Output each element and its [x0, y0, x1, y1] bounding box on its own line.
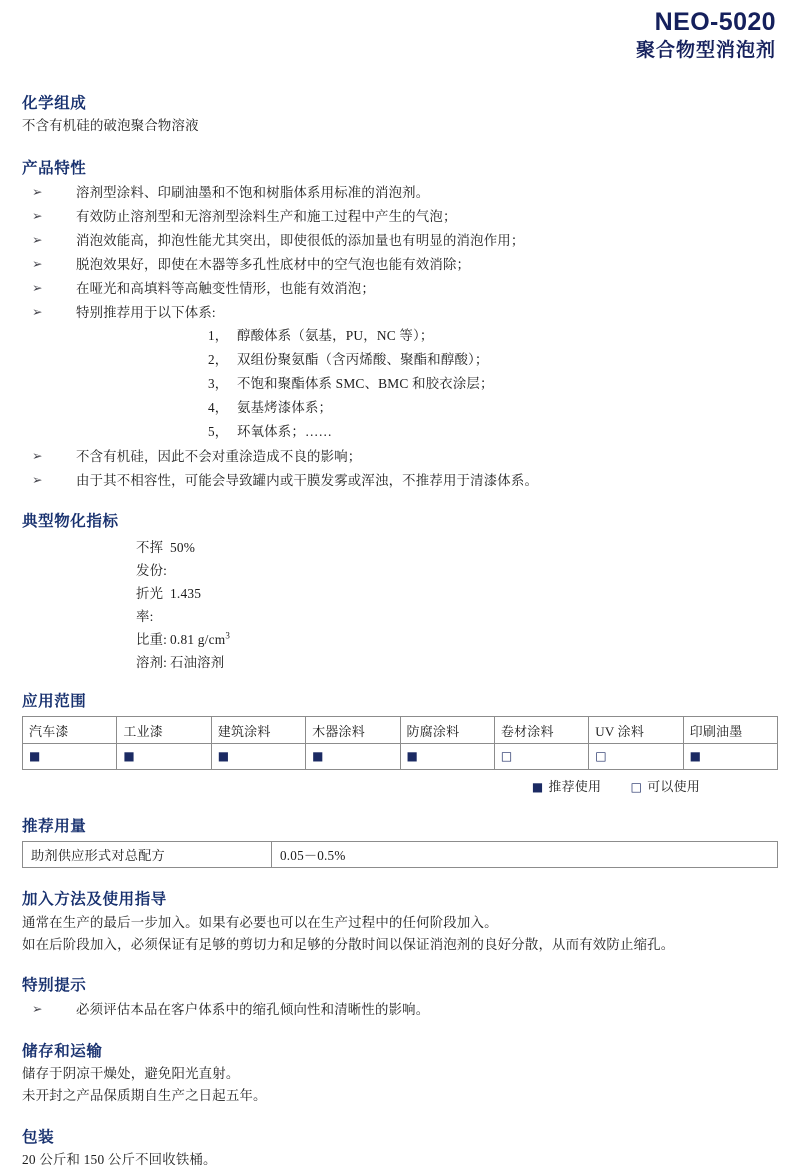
list-item-label: 脱泡效果好，即使在木器等多孔性底材中的空气泡也能有效消除； — [76, 256, 471, 272]
list-item-label: 消泡效能高，抑泡性能尤其突出，即使很低的添加量也有明显的消泡作用； — [76, 232, 525, 248]
table-column-header: 印刷油墨 — [683, 717, 777, 744]
legend-label: 推荐使用 — [548, 779, 602, 795]
storage-line: 储存于阴凉干燥处，避免阳光直射。 — [22, 1066, 240, 1082]
section-title-dosage: 推荐用量 — [22, 818, 87, 836]
list-item — [22, 998, 778, 1022]
table-column-header: 建筑涂料 — [211, 717, 305, 744]
table-cell — [23, 744, 117, 770]
dosage-key: 助剂供应形式对总配方 — [23, 842, 272, 868]
table-cell — [494, 744, 588, 770]
property-label: 比重: — [136, 631, 168, 647]
property-label: 不挥发份: — [136, 539, 168, 578]
property-value — [170, 536, 778, 582]
table-header-row — [23, 717, 778, 744]
table-cell — [400, 744, 494, 770]
section-title-special-note: 特别提示 — [22, 976, 87, 994]
legend-item-recommended — [532, 776, 601, 795]
property-value — [170, 628, 778, 651]
dosage-value: 0.05－0.5% — [272, 842, 778, 868]
table-cell — [117, 744, 211, 770]
list-item-number: 4， — [208, 399, 229, 415]
list-item-number: 3， — [208, 376, 229, 392]
table-column-header: 防腐涂料 — [400, 717, 494, 744]
list-item — [22, 229, 778, 253]
properties-list — [22, 536, 778, 674]
list-item — [22, 445, 778, 469]
document-header — [22, 0, 778, 64]
table-row — [23, 744, 778, 770]
list-item-label: 氨基烤漆体系； — [237, 399, 333, 415]
filled-square-icon — [218, 749, 230, 763]
section-title-method: 加入方法及使用指导 — [22, 891, 167, 909]
applications-legend — [22, 776, 778, 795]
property-value-text: 1.435 — [170, 585, 202, 601]
arrow-bullet-icon: ➢ — [32, 471, 43, 487]
list-item-label: 特别推荐用于以下体系: — [76, 304, 216, 320]
table-column-header: 木器涂料 — [306, 717, 400, 744]
list-item-label: 醇酸体系（氨基，PU，NC 等）； — [237, 328, 434, 344]
method-line: 如在后阶段加入，必须保证有足够的剪切力和足够的分散时间以保证消泡剂的良好分散，从而有效防止缩孔。 — [22, 936, 675, 952]
hollow-square-icon — [595, 749, 607, 763]
list-item-number: 2， — [208, 352, 229, 368]
dosage-table — [22, 841, 778, 868]
applications-table — [22, 716, 778, 770]
legend-label: 可以使用 — [647, 779, 700, 795]
list-item — [22, 181, 778, 205]
product-code: NEO-5020 — [654, 8, 776, 36]
list-item — [22, 372, 778, 396]
table-cell — [683, 744, 777, 770]
table-cell — [306, 744, 400, 770]
table-column-header: UV 涂料 — [589, 717, 683, 744]
filled-square-icon — [123, 749, 135, 763]
list-item — [22, 348, 778, 372]
features-list-continued — [22, 445, 778, 493]
list-item — [22, 396, 778, 420]
arrow-bullet-icon: ➢ — [32, 1001, 43, 1017]
features-list — [22, 181, 778, 324]
list-item-label: 必须评估本品在客户体系中的缩孔倾向性和清晰性的影响。 — [76, 1002, 430, 1018]
property-value-text: 0.81 g/cm — [170, 631, 226, 647]
list-item — [22, 469, 778, 493]
list-item-label: 溶剂型涂料、印刷油墨和不饱和树脂体系用标准的消泡剂。 — [76, 185, 430, 201]
list-item-label: 不饱和聚酯体系 SMC、BMC 和胶衣涂层； — [237, 376, 494, 392]
property-row — [22, 651, 778, 674]
arrow-bullet-icon: ➢ — [32, 447, 43, 463]
hollow-square-icon — [501, 749, 513, 763]
section-title-properties: 典型物化指标 — [22, 513, 119, 531]
section-title-packaging: 包装 — [22, 1128, 55, 1146]
list-item-label: 不含有机硅，因此不会对重涂造成不良的影响； — [76, 448, 362, 464]
packaging-line: 20 公斤和 150 公斤不回收铁桶。 — [22, 1151, 217, 1167]
list-item — [22, 324, 778, 348]
list-item — [22, 277, 778, 301]
list-item-label: 在哑光和高填料等高触变性情形，也能有效消泡； — [76, 280, 375, 296]
section-title-features: 产品特性 — [22, 160, 87, 177]
arrow-bullet-icon: ➢ — [32, 184, 43, 200]
property-value-text: 石油溶剂 — [170, 654, 225, 670]
list-item-label: 双组份聚氨酯（含丙烯酸、聚酯和醇酸）； — [237, 352, 489, 368]
property-row — [22, 582, 778, 628]
property-row — [22, 628, 778, 651]
property-value — [170, 582, 778, 628]
method-line: 通常在生产的最后一步加入。如果有必要也可以在生产过程中的任何阶段加入。 — [22, 914, 498, 930]
table-row — [23, 842, 778, 868]
table-cell — [589, 744, 683, 770]
filled-square-icon — [532, 780, 544, 794]
section-title-chemical-composition: 化学组成 — [22, 94, 87, 112]
filled-square-icon — [407, 749, 419, 763]
section-title-applications: 应用范围 — [22, 692, 87, 710]
table-column-header: 卷材涂料 — [494, 717, 588, 744]
list-item — [22, 301, 778, 325]
storage-line: 未开封之产品保质期自生产之日起五年。 — [22, 1088, 267, 1104]
section-title-storage: 储存和运输 — [22, 1043, 103, 1061]
product-name: 聚合物型消泡剂 — [635, 40, 776, 61]
filled-square-icon — [690, 749, 702, 763]
arrow-bullet-icon: ➢ — [32, 231, 43, 247]
chemical-composition-text: 不含有机硅的破泡聚合物溶液 — [22, 117, 199, 133]
arrow-bullet-icon: ➢ — [32, 279, 43, 295]
arrow-bullet-icon: ➢ — [32, 303, 43, 319]
list-item-number: 5， — [208, 423, 229, 439]
special-note-list — [22, 998, 778, 1022]
table-column-header: 汽车漆 — [23, 717, 117, 744]
list-item — [22, 205, 778, 229]
list-item — [22, 420, 778, 444]
property-label: 溶剂: — [136, 654, 168, 670]
filled-square-icon — [312, 749, 324, 763]
arrow-bullet-icon: ➢ — [32, 208, 43, 224]
arrow-bullet-icon: ➢ — [32, 255, 43, 271]
property-value-text: 50% — [170, 539, 196, 555]
list-item-label: 由于其不相容性，可能会导致罐内或干膜发雾或浑浊，不推荐用于清漆体系。 — [76, 472, 539, 488]
table-cell — [211, 744, 305, 770]
property-value-sup: 3 — [225, 630, 231, 641]
features-sub-list — [22, 324, 778, 443]
filled-square-icon — [29, 749, 41, 763]
property-value — [170, 651, 778, 674]
list-item-label: 环氧体系；…… — [237, 423, 333, 439]
table-column-header: 工业漆 — [117, 717, 211, 744]
list-item — [22, 253, 778, 277]
property-label: 折光率: — [136, 585, 164, 624]
list-item-number: 1， — [208, 328, 229, 344]
list-item-label: 有效防止溶剂型和无溶剂型涂料生产和施工过程中产生的气泡； — [76, 209, 457, 225]
hollow-square-icon — [631, 780, 643, 794]
legend-item-usable — [631, 776, 700, 795]
property-row — [22, 536, 778, 582]
